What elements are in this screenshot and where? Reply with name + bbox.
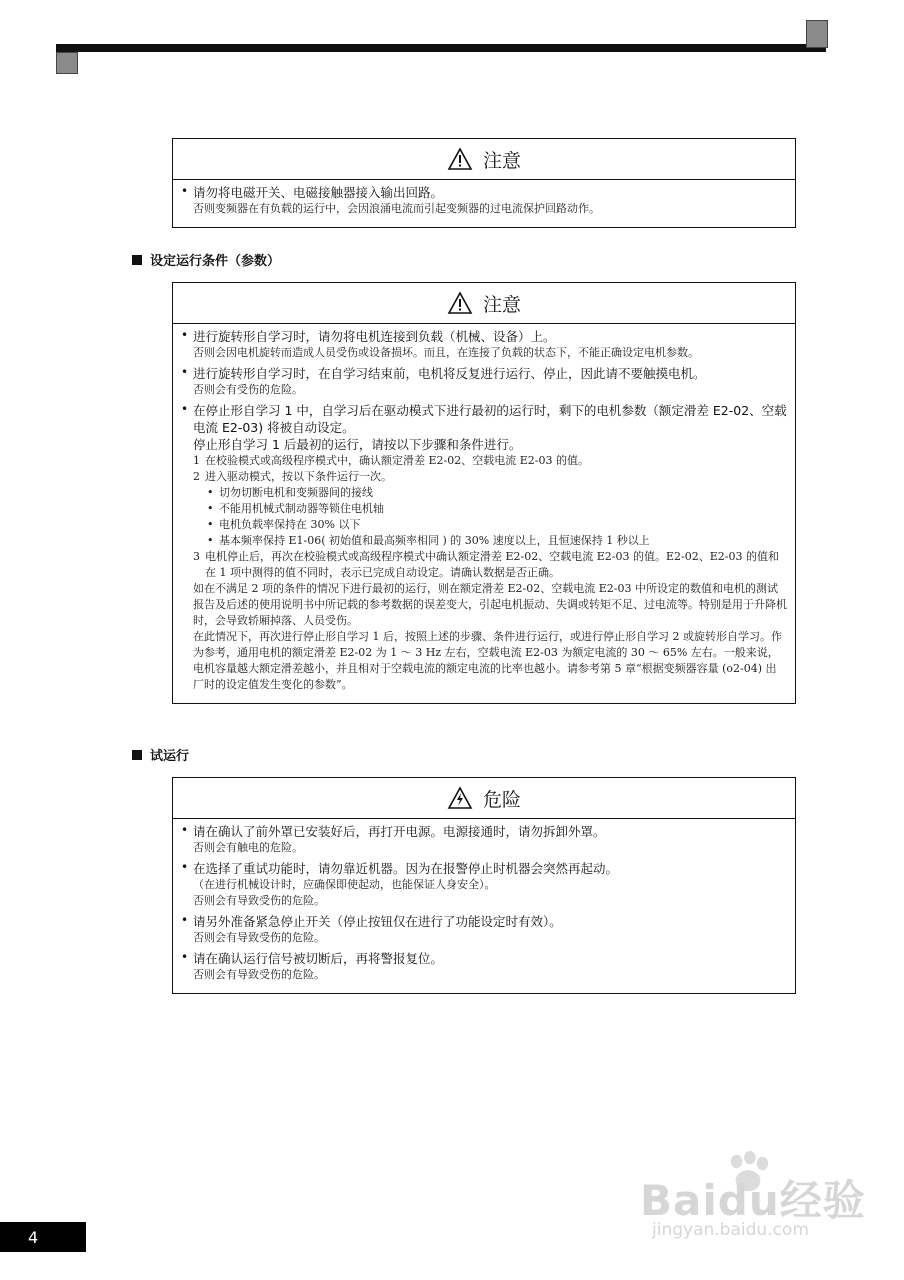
caution-box-1	[172, 138, 796, 228]
item-sub-text: （在进行机械设计时，应确保即使起动，也能保证人身安全）。	[193, 878, 496, 891]
list-item	[181, 860, 787, 909]
list-item	[181, 823, 787, 856]
warning-triangle-icon	[447, 147, 473, 171]
caution-title: 注意	[482, 149, 521, 172]
step-3: 3 电机停止后，再次在校验模式或高级程序模式中确认额定滑差 E2-02、空载电流 E2-03 的值。E2-02、E2-03 的值和在 1 项中测得的值不同时，表示已完成自动设定。请确认数据是否正确。	[193, 550, 779, 579]
bullet: •	[181, 328, 189, 342]
warning-triangle-icon	[447, 291, 473, 315]
list-item	[181, 402, 787, 693]
list-item	[181, 950, 787, 983]
header-corner-block-left	[56, 52, 78, 74]
square-bullet-icon	[132, 750, 142, 760]
watermark-brand: Baidu经验	[640, 1176, 866, 1225]
danger-title: 危险	[482, 788, 521, 811]
list-item	[181, 184, 787, 217]
item-sub-text: 否则会有导致受伤的危险。	[193, 931, 325, 944]
bullet: •	[181, 402, 189, 416]
item-sub-text: 否则会有触电的危险。	[193, 841, 303, 854]
item-sub-text: 否则会有导致受伤的危险。	[193, 968, 325, 981]
item-main-text: 请在确认运行信号被切断后，再将警报复位。	[193, 951, 444, 966]
list-item	[181, 365, 787, 398]
item-main-text: 请勿将电磁开关、电磁接触器接入输出回路。	[193, 185, 444, 200]
bullet: •	[181, 860, 189, 874]
bullet: •	[181, 365, 189, 379]
step-2: 2 进入驱动模式，按以下条件运行一次。	[193, 470, 392, 483]
watermark	[640, 1150, 870, 1250]
step-1: 1 在校验模式或高级程序模式中，确认额定滑差 E2-02、空载电流 E2-03 的值。	[193, 454, 589, 467]
danger-box	[172, 777, 796, 994]
caution-title: 注意	[482, 293, 521, 316]
item-main-text-2: 停止形自学习 1 后最初的运行，请按以下步骤和条件进行。	[193, 437, 522, 452]
item-main-text: 在选择了重试功能时，请勿靠近机器。因为在报警停止时机器会突然再起动。	[193, 861, 619, 876]
bullet: •	[181, 913, 189, 927]
condition-item: • 切勿切断电机和变频器间的接线	[207, 486, 373, 499]
list-item	[181, 328, 787, 361]
caution-box-2	[172, 282, 796, 704]
bullet: •	[181, 823, 189, 837]
high-voltage-triangle-icon	[447, 786, 473, 810]
condition-item: • 电机负载率保持在 30% 以下	[207, 518, 361, 531]
item-sub-text: 否则会因电机旋转而造成人员受伤或设备损坏。而且，在连接了负载的状态下，不能正确设定电机参数。	[193, 346, 699, 359]
section-heading-trial-run	[132, 745, 189, 764]
item-main-text: 请在确认了前外罩已安装好后，再打开电源。电源接通时，请勿拆卸外罩。	[193, 824, 606, 839]
caution-header	[173, 139, 795, 180]
list-item	[181, 913, 787, 946]
caution-header	[173, 283, 795, 324]
item-sub-text: 否则会有受伤的危险。	[193, 383, 303, 396]
item-main-text: 请另外准备紧急停止开关（停止按钮仅在进行了功能设定时有效）。	[193, 914, 562, 929]
header-rule	[56, 44, 826, 52]
item-sub-text: 否则变频器在有负载的运行中，会因浪涌电流而引起变频器的过电流保护回路动作。	[193, 202, 600, 215]
section-title: 试运行	[150, 749, 190, 764]
watermark-url: jingyan.baidu.com	[652, 1220, 809, 1240]
note-paragraph-1: 如在不满足 2 项的条件的情况下进行最初的运行，则在额定滑差 E2-02、空载电流 E2-03 中所设定的数值和电机的测试报告及后述的使用说明书中所记载的参考数据的误差变大，引起电机振动、失调或转矩不足、过电流等。特别是用于升降机时，会导致轿厢掉落、人员受伤。	[193, 582, 787, 627]
item-main-text: 进行旋转形自学习时，在自学习结束前，电机将反复进行运行、停止，因此请不要触摸电机。	[193, 366, 706, 381]
item-main-text: 在停止形自学习 1 中，自学习后在驱动模式下进行最初的运行时，剩下的电机参数（额定滑差 E2-02、空载电流 E2-03) 将被自动设定。	[193, 403, 787, 435]
condition-item: • 基本频率保持 E1-06( 初始值和最高频率相同 ) 的 30% 速度以上，且恒速保持 1 秒以上	[207, 534, 650, 547]
section-title: 设定运行条件（参数）	[150, 254, 281, 269]
item-main-text: 进行旋转形自学习时，请勿将电机连接到负载（机械、设备）上。	[193, 329, 556, 344]
item-sub-text-2: 否则会有导致受伤的危险。	[193, 894, 325, 907]
danger-header	[173, 778, 795, 819]
page-number: 4	[0, 1222, 86, 1252]
note-paragraph-2: 在此情况下，再次进行停止形自学习 1 后，按照上述的步骤、条件进行运行，或进行停止形自学习 2 或旋转形自学习。作为参考，通用电机的额定滑差 E2-02 为 1 ～ 3 Hz 左右，空载电流 E2-03 为额定电流的 30 ～ 65% 左右。一般来说，电机容量越大额定滑差越小，并且相对于空载电流的额定电流的比率也越小。请参考第 5 章“根据变频器容量 (o2-04) 出厂时的设定值发生变化的参数”。	[193, 630, 782, 691]
header-corner-block-right	[806, 20, 828, 48]
bullet: •	[181, 184, 189, 198]
condition-item: • 不能用机械式制动器等锁住电机轴	[207, 502, 384, 515]
bullet: •	[181, 950, 189, 964]
section-heading-params	[132, 250, 280, 269]
square-bullet-icon	[132, 255, 142, 265]
